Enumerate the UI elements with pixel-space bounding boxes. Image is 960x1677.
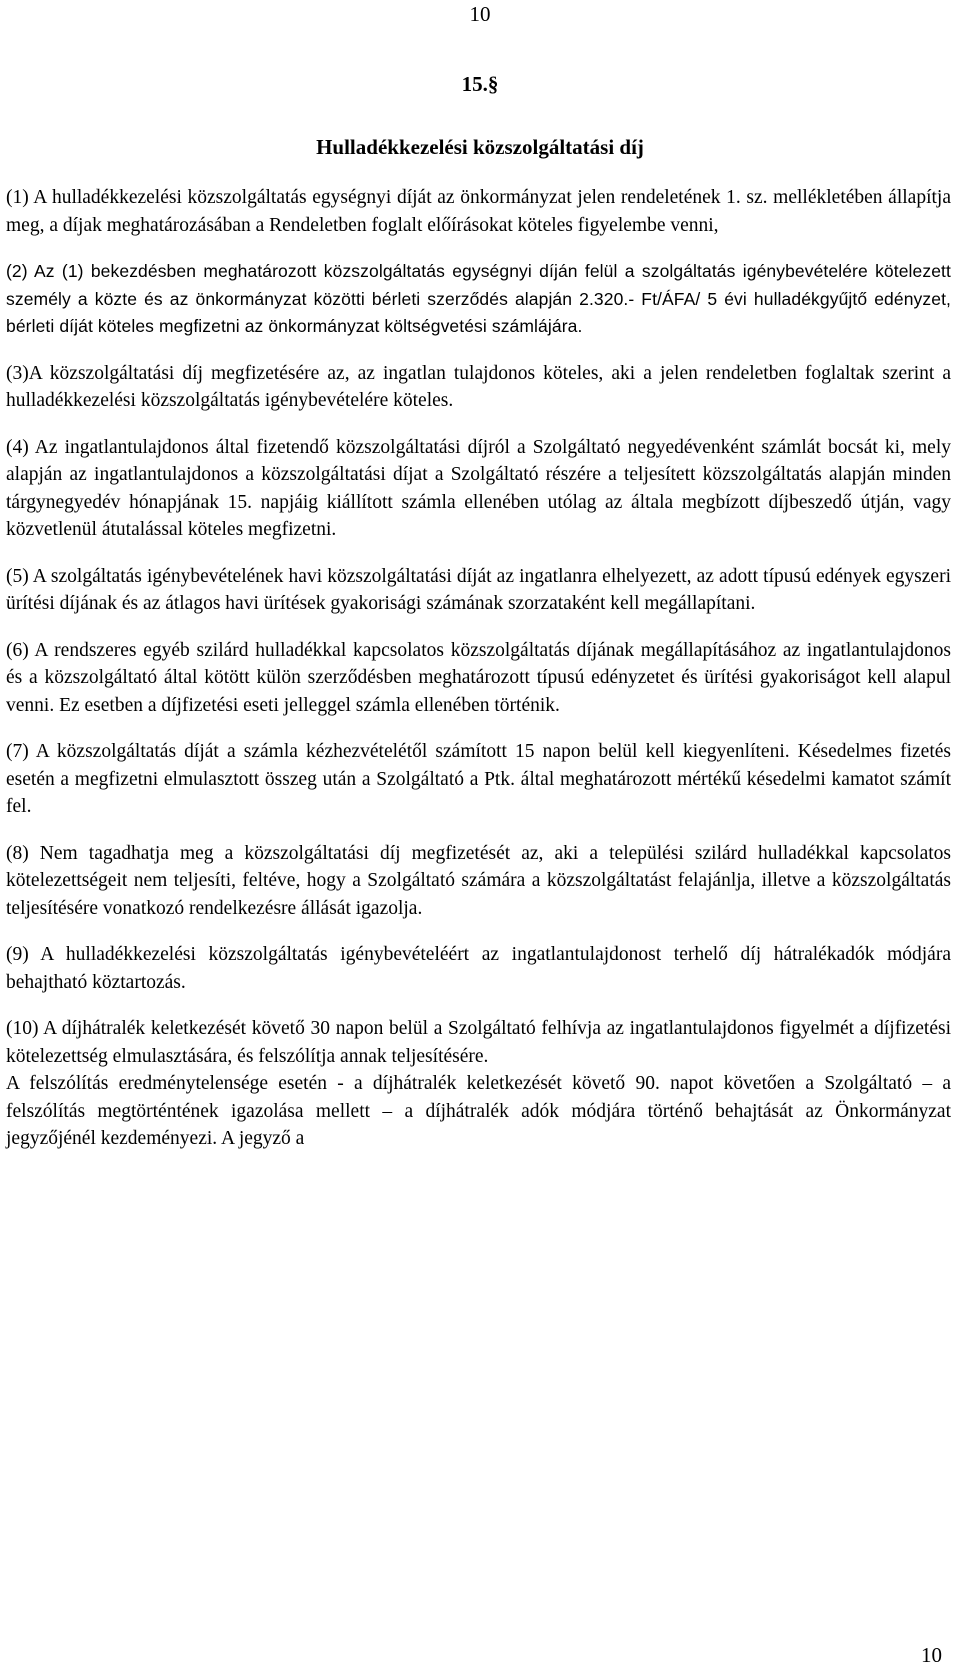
paragraph-11: A felszólítás eredménytelensége esetén - a díjhátralék keletkezését követő 90. napot követően a Szolgáltató – a felszólítás megtörténtének igazolása mellett – a díjhátralék adók módjára történő behajtását az Önkormányzat jegyzőjénél kezdeményezi. A jegyző a <box>6 1073 951 1149</box>
section-number: 15.§ <box>461 72 499 96</box>
paragraph-2: (2) Az (1) bekezdésben meghatározott közszolgáltatás egységnyi díján felül a szolgáltatás igénybevételére kötelezett személy a közte és az önkormányzat közötti bérleti szerződés alapján 2.320.- Ft/ÁFA/ 5 évi hulladékgyűjtő edényzet, bérleti díját köteles megfizetni az önkormányzat költségvetési számlájára. <box>6 261 951 336</box>
document-body <box>6 184 951 1153</box>
paragraph-5: (5) A szolgáltatás igénybevételének havi közszolgáltatási díját az ingatlanra elhelyezett, az adott típusú edények egyszeri ürítési díjának és az átlagos havi ürítések gyakorisági számának szorzataként kell megállapítani. <box>6 565 951 614</box>
paragraph-9: (9) A hulladékkezelési közszolgáltatás igénybevételéért az ingatlantulajdonost terhelő díj hátralékadók módjára behajtható köztartozás. <box>6 944 951 993</box>
paragraph-6: (6) A rendszeres egyéb szilárd hulladékkal kapcsolatos közszolgáltatás díjának megállapításához az ingatlantulajdonos és a közszolgáltató által kötött külön szerződésben meghatározott típusú edényzetet és ürítési gyakoriságot kell alapul venni. Ez esetben a díjfizetési eseti jelleggel számla ellenében történik. <box>6 639 951 716</box>
paragraph-4: (4) Az ingatlantulajdonos által fizetendő közszolgáltatási díjról a Szolgáltató negyedévenként számlát bocsát ki, mely alapján az ingatlantulajdonos a közszolgáltatási díjat a Szolgáltató részére a teljesített közszolgáltatás alapján minden tárgynegyedév hónapjának 15. napjáig kiállított számla ellenében utólag az általa megbízott díjbeszedő útján, vagy közvetlenül átutalással köteles megfizetni. <box>6 436 951 540</box>
paragraph-1: (1) A hulladékkezelési közszolgáltatás egységnyi díját az önkormányzat jelen rendeletének 1. sz. mellékletében állapítja meg, a díjak meghatározásában a Rendeletben foglalt előírásokat köteles figyelembe venni, <box>6 187 951 236</box>
paragraph-8: (8) Nem tagadhatja meg a közszolgáltatási díj megfizetését az, aki a települési szilárd hulladékkal kapcsolatos kötelezettségeit nem teljesíti, feltéve, hogy a Szolgáltató számára a közszolgáltatást felajánlja, illetve a közszolgáltatás teljesítésére vonatkozó rendelkezésre állását igazolja. <box>6 842 951 919</box>
paragraph-7: (7) A közszolgáltatás díját a számla kézhezvételétől számított 15 napon belül kell kiegyenlíteni. Késedelmes fizetés esetén a megfizetni elmulasztott összeg után a Szolgáltató a Ptk. által meghatározott mértékű késedelmi kamatot számít fel. <box>6 741 951 817</box>
paragraph-3: (3)A közszolgáltatási díj megfizetésére az, az ingatlan tulajdonos köteles, aki a jelen rendeletben foglaltak szerint a hulladékkezelési közszolgáltatás igénybevételére köteles. <box>6 362 951 411</box>
page-number-top: 10 <box>469 2 491 26</box>
section-title: Hulladékkezelési közszolgáltatási díj <box>316 135 644 159</box>
page-number-bottom: 10 <box>921 1643 942 1667</box>
paragraph-10: (10) A díjhátralék keletkezését követő 30 napon belül a Szolgáltató felhívja az ingatlantulajdonos figyelmét a díjfizetési kötelezettség elmulasztására, és felszólítja annak teljesítésére. <box>6 1018 951 1067</box>
